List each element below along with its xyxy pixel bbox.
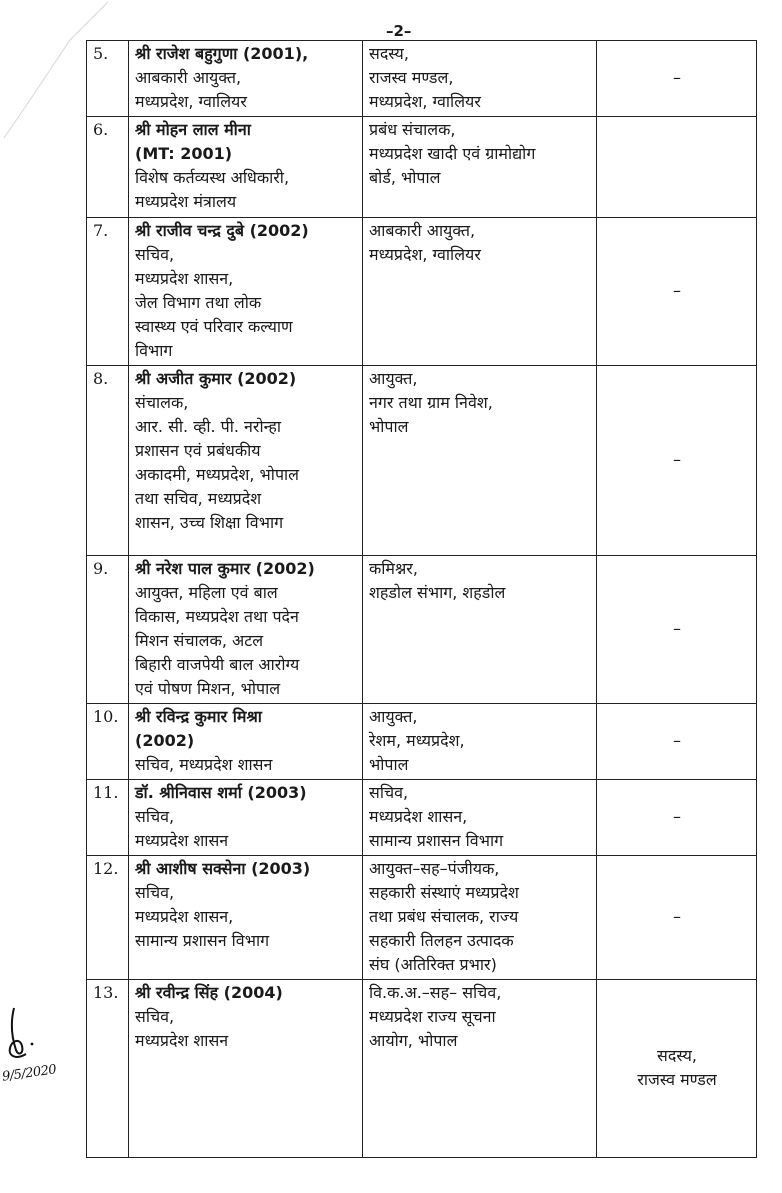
new-posting-line: बोर्ड, भोपाल [369, 168, 441, 187]
serial-number: 6. [87, 117, 129, 218]
officer-cell [129, 366, 363, 556]
new-posting-line: संघ (अतिरिक्त प्रभार) [369, 955, 497, 974]
officer-cell [129, 41, 363, 117]
serial-number: 10. [87, 704, 129, 780]
new-posting-line: शहडोल संभाग, शहडोल [369, 583, 506, 602]
current-posting-line: स्वास्थ्य एवं परिवार कल्याण [135, 317, 293, 336]
new-posting-line: सचिव, [369, 783, 409, 802]
new-posting-line: सहकारी तिलहन उत्पादक [369, 931, 514, 950]
new-posting-line: आयुक्त, [369, 707, 418, 726]
current-posting-line: संचालक, [135, 393, 189, 412]
current-posting-line: आबकारी आयुक्त, [135, 68, 242, 87]
officer-name: श्री अजीत कुमार (2002) [135, 369, 297, 388]
new-posting-line: मध्यप्रदेश, ग्वालियर [369, 92, 481, 111]
table-row [87, 218, 757, 366]
new-posting-line: मध्यप्रदेश शासन, [369, 807, 468, 826]
current-posting-line: प्रशासन एवं प्रबंधकीय [135, 441, 261, 460]
new-posting-cell [363, 366, 597, 556]
officer-name: श्री रविन्द्र कुमार मिश्रा [135, 707, 262, 726]
new-posting-cell [363, 41, 597, 117]
officer-name: श्री आशीष सक्सेना (2003) [135, 859, 311, 878]
officer-cell [129, 980, 363, 1158]
remarks-dash: – [673, 68, 681, 87]
new-posting-line: प्रबंध संचालक, [369, 120, 456, 139]
remarks-dash: – [673, 807, 681, 826]
signature-date: 9/5/2020 [1, 1062, 58, 1085]
table-row [87, 856, 757, 980]
new-posting-line: वि.क.अ.–सह– सचिव, [369, 983, 502, 1002]
table-row [87, 704, 757, 780]
table-row [87, 41, 757, 117]
page-number: –2– [386, 22, 412, 40]
current-posting-line: सचिव, [135, 883, 175, 902]
officer-name: श्री नरेश पाल कुमार (2002) [135, 559, 315, 578]
new-posting-line: रेशम, मध्यप्रदेश, [369, 731, 465, 750]
serial-number: 11. [87, 780, 129, 856]
officer-name: श्री राजीव चन्द्र दुबे (2002) [135, 221, 309, 240]
officer-name: श्री मोहन लाल मीना [135, 120, 251, 139]
officer-cell [129, 218, 363, 366]
remarks-dash: – [673, 731, 681, 750]
table-row [87, 366, 757, 556]
serial-number: 9. [87, 556, 129, 704]
current-posting-line: सामान्य प्रशासन विभाग [135, 931, 270, 950]
current-posting-line: अकादमी, मध्यप्रदेश, भोपाल [135, 465, 300, 484]
new-posting-line: आबकारी आयुक्त, [369, 221, 476, 240]
current-posting-line: विभाग [135, 341, 173, 360]
table-row [87, 117, 757, 218]
serial-number: 12. [87, 856, 129, 980]
new-posting-line: सामान्य प्रशासन विभाग [369, 831, 504, 850]
new-posting-line: मध्यप्रदेश, ग्वालियर [369, 245, 481, 264]
new-posting-line: नगर तथा ग्राम निवेश, [369, 393, 493, 412]
remarks-cell [597, 780, 757, 856]
serial-number: 8. [87, 366, 129, 556]
remarks-line: सदस्य, [657, 1046, 697, 1065]
new-posting-line: भोपाल [369, 417, 409, 436]
officer-cell [129, 117, 363, 218]
current-posting-line: विकास, मध्यप्रदेश तथा पदेन [135, 607, 299, 626]
current-posting-line: बिहारी वाजपेयी बाल आरोग्य [135, 655, 300, 674]
officer-name: श्री राजेश बहुगुणा (2001), [135, 44, 309, 63]
current-posting-line: मध्यप्रदेश शासन [135, 831, 229, 850]
new-posting-line: आयुक्त, [369, 369, 418, 388]
remarks-cell [597, 366, 757, 556]
remarks-cell [597, 41, 757, 117]
remarks-cell [597, 117, 757, 218]
remarks-cell [597, 856, 757, 980]
new-posting-cell [363, 780, 597, 856]
new-posting-cell [363, 117, 597, 218]
new-posting-line: मध्यप्रदेश राज्य सूचना [369, 1007, 496, 1026]
current-posting-line: शासन, उच्च शिक्षा विभाग [135, 513, 284, 532]
new-posting-line: मध्यप्रदेश खादी एवं ग्रामोद्योग [369, 144, 536, 163]
current-posting-line: सचिव, मध्यप्रदेश शासन [135, 755, 273, 774]
officer-cell [129, 556, 363, 704]
serial-number: 5. [87, 41, 129, 117]
new-posting-line: सदस्य, [369, 44, 409, 63]
table-row [87, 556, 757, 704]
new-posting-cell [363, 704, 597, 780]
current-posting-line: तथा सचिव, मध्यप्रदेश [135, 489, 262, 508]
current-posting-line: सचिव, [135, 1007, 175, 1026]
current-posting-line: (2002) [135, 731, 195, 750]
serial-number: 7. [87, 218, 129, 366]
new-posting-line: तथा प्रबंध संचालक, राज्य [369, 907, 519, 926]
current-posting-line: एवं पोषण मिशन, भोपाल [135, 679, 281, 698]
remarks-dash: – [673, 907, 681, 926]
current-posting-line: मध्यप्रदेश, ग्वालियर [135, 92, 247, 111]
current-posting-line: आर. सी. व्ही. पी. नरोन्हा [135, 417, 282, 436]
current-posting-line: (MT: 2001) [135, 144, 233, 163]
current-posting-line: सचिव, [135, 807, 175, 826]
officer-cell [129, 780, 363, 856]
remarks-dash: – [673, 619, 681, 638]
officer-transfer-table [86, 40, 757, 1158]
current-posting-line: मध्यप्रदेश शासन [135, 1031, 229, 1050]
remarks-cell [597, 556, 757, 704]
officer-cell [129, 704, 363, 780]
new-posting-line: भोपाल [369, 755, 409, 774]
table-row [87, 780, 757, 856]
current-posting-line: आयुक्त, महिला एवं बाल [135, 583, 278, 602]
officer-cell [129, 856, 363, 980]
remarks-cell [597, 218, 757, 366]
current-posting-line: मध्यप्रदेश शासन, [135, 269, 234, 288]
remarks-dash: – [673, 450, 681, 469]
remarks-cell [597, 980, 757, 1158]
remarks-line: राजस्व मण्डल [637, 1070, 717, 1089]
new-posting-line: राजस्व मण्डल, [369, 68, 454, 87]
current-posting-line: मिशन संचालक, अटल [135, 631, 264, 650]
new-posting-line: सहकारी संस्थाएं मध्यप्रदेश [369, 883, 519, 902]
new-posting-line: आयुक्त–सह–पंजीयक, [369, 859, 500, 878]
new-posting-cell [363, 980, 597, 1158]
current-posting-line: विशेष कर्तव्यस्थ अधिकारी, [135, 168, 290, 187]
current-posting-line: मध्यप्रदेश शासन, [135, 907, 234, 926]
new-posting-line: आयोग, भोपाल [369, 1031, 458, 1050]
officer-name: डॉ. श्रीनिवास शर्मा (2003) [135, 783, 307, 802]
table-row [87, 980, 757, 1158]
remarks-dash: – [673, 281, 681, 300]
current-posting-line: सचिव, [135, 245, 175, 264]
new-posting-cell [363, 556, 597, 704]
current-posting-line: मध्यप्रदेश मंत्रालय [135, 192, 237, 211]
current-posting-line: जेल विभाग तथा लोक [135, 293, 262, 312]
serial-number: 13. [87, 980, 129, 1158]
remarks-cell [597, 704, 757, 780]
new-posting-line: कमिश्नर, [369, 559, 418, 578]
new-posting-cell [363, 218, 597, 366]
new-posting-cell [363, 856, 597, 980]
officer-name: श्री रवीन्द्र सिंह (2004) [135, 983, 283, 1002]
